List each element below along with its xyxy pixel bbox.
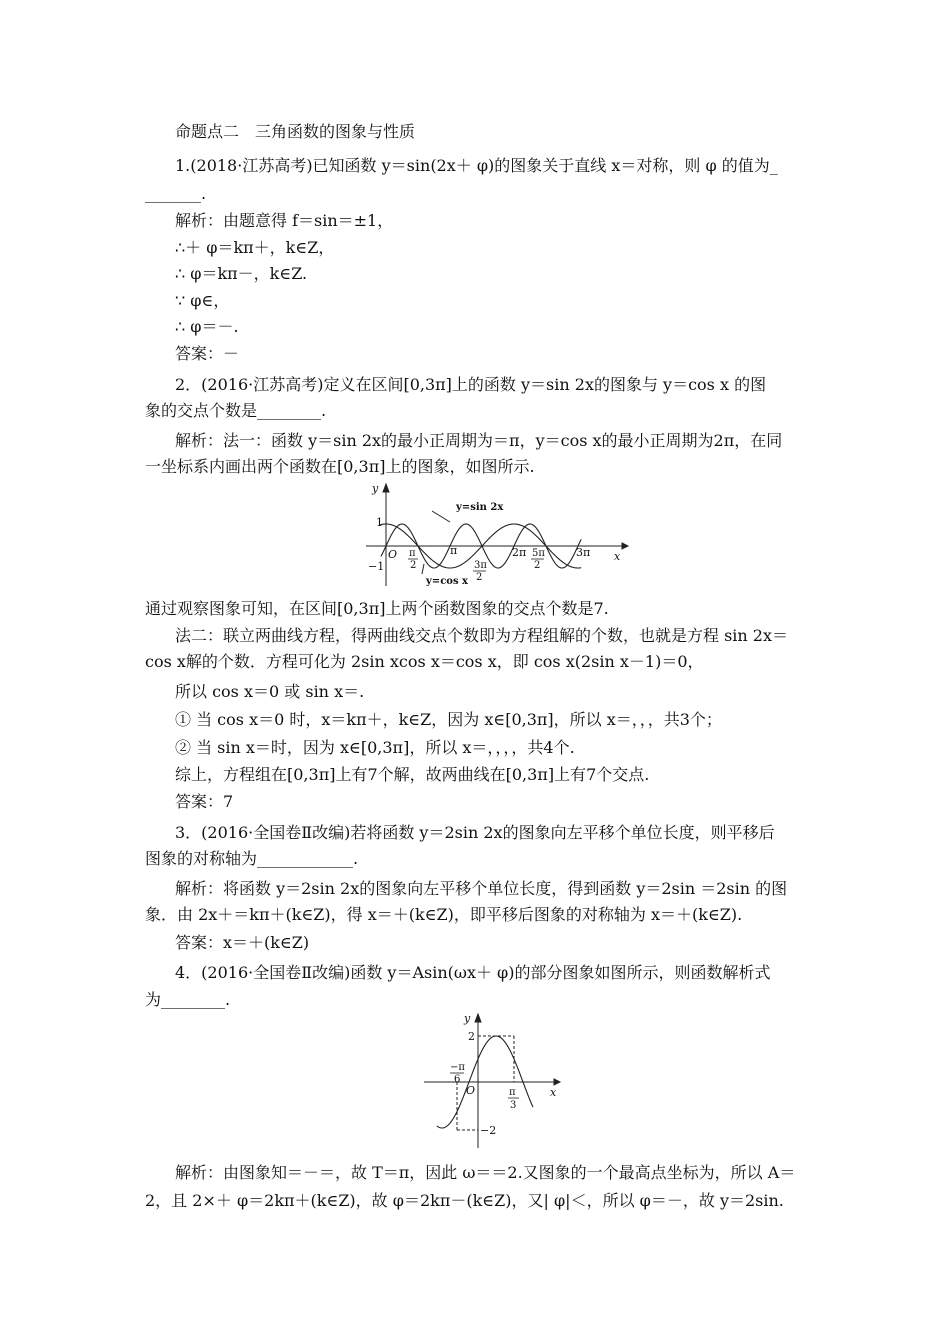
fig1-pi-half-num: π: [409, 548, 416, 559]
fig1-five-pi-half-num: 5π: [532, 548, 545, 559]
fig1-x-label: x: [614, 550, 621, 563]
problem-1-solution-4: ∵ φ∈，: [175, 291, 230, 310]
fig2-y-label: y: [464, 1012, 471, 1025]
problem-2-solution-2: 一坐标系内画出两个函数在[0,3π]上的图象，如图所示.: [145, 457, 535, 476]
fig1-x-arrow-icon: [622, 543, 628, 549]
fig2-pi-third-den: 3: [510, 1100, 517, 1111]
fig1-sin-label: y=sin 2x: [456, 502, 504, 513]
problem-2-line-2: 象的交点个数是________.: [145, 401, 327, 420]
fig2-pi-third-num: π: [509, 1087, 516, 1098]
problem-1-solution-1: 解析：由题意得 f＝sin＝±1，: [175, 211, 394, 230]
problem-4-line-1: 4．(2016·全国卷Ⅱ改编)函数 y＝Asin(ωx＋ φ)的部分图象如图所示，则函数解析式: [175, 963, 771, 982]
fig2-y-neg-two: −2: [480, 1124, 497, 1137]
fig1-origin-label: O: [388, 548, 398, 561]
fig2-neg-pi-sixth-num: −π: [450, 1062, 465, 1073]
problem-2-solution-1: 解析：法一：函数 y＝sin 2x的最小正周期为＝π，y＝cos x的最小正周期为2π，在同: [175, 431, 783, 450]
problem-4-line-2: 为________.: [145, 990, 231, 1009]
problem-2-line-1: 2．(2016·江苏高考)定义在区间[0,3π]上的函数 y＝sin 2x的图象与 y＝cos x 的图: [175, 375, 767, 394]
figure-sin-cos-graph: [362, 480, 630, 590]
figure-partial-sine-graph: [420, 1010, 570, 1155]
problem-1-line-2: _______.: [145, 184, 207, 203]
fig1-pi: π: [450, 544, 458, 557]
problem-4-solution-1: 解析：由图象知＝－＝，故 T＝π，因此 ω＝＝2.又图象的一个最高点坐标为，所以 A＝: [175, 1163, 796, 1182]
fig1-y-arrow-icon: [383, 484, 389, 492]
fig1-five-pi-half-den: 2: [534, 560, 541, 571]
fig1-three-pi-half-num: 3π: [474, 560, 487, 571]
fig2-y-arrow-icon: [475, 1014, 481, 1022]
fig1-y-neg-one: −1: [368, 560, 385, 573]
problem-3-answer: 答案：x＝＋(k∈Z): [175, 933, 310, 952]
fig1-two-pi: 2π: [512, 546, 527, 559]
fig1-pi-half-den: 2: [410, 560, 417, 571]
problem-3-solution-1: 解析：将函数 y＝2sin 2x的图象向左平移个单位长度，得到函数 y＝2sin ＝2sin 的图: [175, 879, 788, 898]
problem-2-method2-6: 综上，方程组在[0,3π]上有7个解，故两曲线在[0,3π]上有7个交点.: [175, 765, 650, 784]
problem-1-solution-2: ∴＋ φ＝kπ＋，k∈Z，: [175, 238, 335, 257]
problem-2-method2-5: ② 当 sin x＝时，因为 x∈[0,3π]，所以 x＝，，，，共4个.: [175, 738, 575, 757]
problem-2-method2-3: 所以 cos x＝0 或 sin x＝.: [175, 682, 365, 701]
fig1-cos-label: y=cos x: [426, 576, 469, 587]
problem-2-method2-1: 法二：联立两曲线方程，得两曲线交点个数即为方程组解的个数，也就是方程 sin 2x＝: [175, 626, 789, 645]
fig1-y-one: 1: [376, 516, 383, 529]
problem-2-method2-4: ① 当 cos x＝0 时，x＝kπ＋，k∈Z，因为 x∈[0,3π]，所以 x＝，，，共3个；: [175, 710, 722, 729]
problem-3-solution-2: 象．由 2x＋＝kπ＋(k∈Z)，得 x＝＋(k∈Z)，即平移后图象的对称轴为 x＝＋(k∈Z).: [145, 905, 743, 924]
fig2-origin-label: O: [466, 1084, 476, 1097]
problem-1-answer: 答案：－: [175, 344, 240, 363]
problem-1-solution-5: ∴ φ＝－.: [175, 317, 239, 336]
problem-4-solution-2: 2，且 2×＋ φ＝2kπ＋(k∈Z)，故 φ＝2kπ－(k∈Z)，又| φ|＜，所以 φ＝－，故 y＝2sin.: [145, 1191, 784, 1210]
fig2-x-label: x: [550, 1086, 557, 1099]
problem-3-line-2: 图象的对称轴为____________.: [145, 849, 359, 868]
problem-1-line-1: 1.(2018·江苏高考)已知函数 y＝sin(2x＋ φ)的图象关于直线 x＝对称，则 φ 的值为_: [175, 156, 778, 175]
problem-3-line-1: 3．(2016·全国卷Ⅱ改编)若将函数 y＝2sin 2x的图象向左平移个单位长度，则平移后: [175, 823, 775, 842]
section-title: 命题点二 三角函数的图象与性质: [175, 122, 416, 141]
fig2-x-arrow-icon: [554, 1079, 560, 1085]
problem-1-solution-3: ∴ φ＝kπ－，k∈Z.: [175, 264, 308, 283]
fig2-neg-pi-sixth-den: 6: [454, 1074, 461, 1085]
problem-2-method2-2: cos x解的个数．方程可化为 2sin xcos x＝cos x，即 cos x(2sin x－1)＝0，: [145, 652, 704, 671]
problem-2-answer: 答案：7: [175, 792, 234, 811]
fig1-three-pi: 3π: [576, 546, 591, 559]
fig1-sin-label-leader: [432, 511, 450, 522]
fig1-three-pi-half-den: 2: [476, 572, 483, 583]
fig1-y-label: y: [372, 482, 379, 495]
fig2-y-two: 2: [468, 1030, 475, 1043]
problem-2-solution-3: 通过观察图象可知，在区间[0,3π]上两个函数图象的交点个数是7.: [145, 599, 609, 618]
fig1-cos-label-leader: [422, 564, 424, 574]
